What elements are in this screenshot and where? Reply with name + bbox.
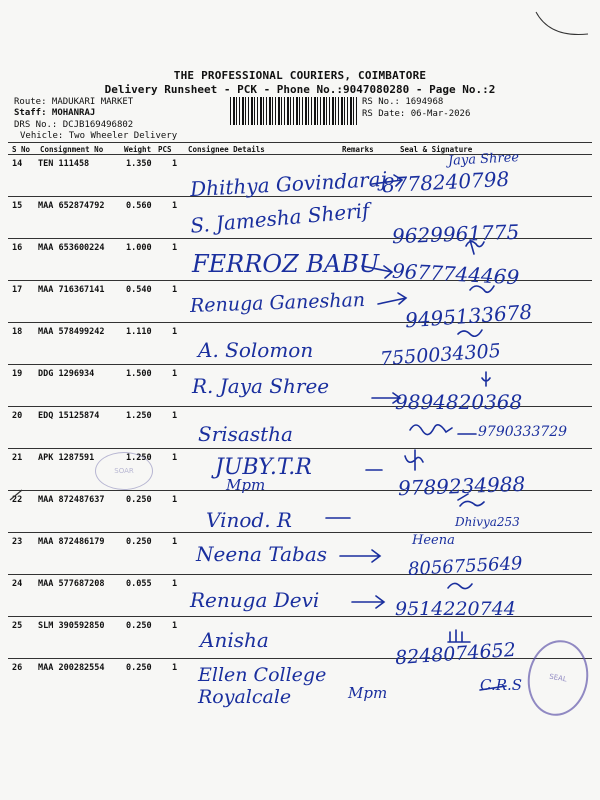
col-seal-signature: Seal & Signature [400, 145, 473, 154]
row-pcs: 1 [172, 369, 178, 379]
runsheet-subtitle: Delivery Runsheet - PCK - Phone No.:9047080280 - Page No.:2 [104, 83, 496, 96]
row-weight: 0.540 [126, 285, 152, 295]
signature-scribble [458, 330, 482, 336]
consignee-handwriting: A. Solomon [198, 338, 314, 362]
consignee-handwriting: S. Jamesha Sherif [189, 198, 371, 238]
arrow-icon [378, 293, 406, 304]
consignee-handwriting: Neena Tabas [196, 542, 328, 566]
consignee-handwriting: R. Jaya Shree [192, 374, 330, 398]
consignee-handwriting: Dhithya Govindaraj [189, 166, 388, 202]
row-sno: 17 [12, 285, 23, 295]
phone-handwriting: 9495133678 [404, 299, 533, 333]
row-consignment: EDQ 15125874 [38, 411, 100, 421]
row-weight: 0.250 [126, 537, 152, 547]
row-weight: 1.500 [126, 369, 152, 379]
arrow-icon [362, 266, 392, 278]
row-weight: 1.000 [126, 243, 152, 253]
consignee-handwriting: Anisha [200, 628, 269, 652]
handwritten-note: Mpm [348, 684, 388, 702]
row-consignment: MAA 653600224 [38, 243, 105, 253]
row-consignment: MAA 200282554 [38, 663, 105, 673]
row-sno: 26 [12, 663, 23, 673]
signature-scribble [410, 425, 452, 435]
row-sno: 16 [12, 243, 23, 253]
pen-stroke-corner [536, 12, 588, 35]
signature-scribble [448, 630, 470, 642]
signature-scribble [466, 240, 484, 254]
col-remarks: Remarks [342, 145, 374, 154]
row-pcs: 1 [172, 201, 178, 211]
consignee-handwriting: Srisastha [198, 422, 293, 446]
consignee-handwriting: FERROZ BABU [192, 250, 380, 278]
pen-tick-mark [10, 490, 22, 500]
row-weight: 0.250 [126, 663, 152, 673]
col-weight: Weight [124, 145, 152, 154]
signature-scribble [482, 372, 490, 386]
arrow-icon [372, 393, 400, 403]
arrow-icon [340, 550, 380, 562]
delivery-seal-stamp: SEAL [522, 635, 594, 720]
row-weight: 0.250 [126, 495, 152, 505]
consignee-handwriting: Ellen College Royalcale [198, 664, 327, 708]
row-sno: 14 [12, 159, 23, 169]
row-pcs: 1 [172, 285, 178, 295]
row-weight: 1.250 [126, 453, 152, 463]
consignee-handwriting: Vinod. R [206, 508, 292, 532]
row-pcs: 1 [172, 621, 178, 631]
arrow-icon [372, 175, 402, 186]
signature-scribble [470, 286, 494, 292]
col-consignee: Consignee Details [188, 145, 265, 154]
signature-underline [480, 686, 506, 690]
row-sno: 21 [12, 453, 23, 463]
signature-handwriting: C.R.S [480, 676, 523, 694]
row-consignment: MAA 578499242 [38, 327, 105, 337]
row-pcs: 1 [172, 243, 178, 253]
page-title: THE PROFESSIONAL COURIERS, COIMBATORE [173, 69, 427, 82]
col-sno: S No [12, 145, 31, 154]
row-sno: 24 [12, 579, 23, 589]
phone-handwriting: 8778240798 [381, 166, 510, 198]
row-sno: 18 [12, 327, 23, 337]
row-weight: 1.350 [126, 159, 152, 169]
signature-handwriting: Dhivya253 [455, 515, 520, 529]
rs-date: RS Date: 06-Mar-2026 [362, 109, 471, 119]
row-weight: 1.250 [126, 411, 152, 421]
drs-number: DRS No.: DCJB169496802 [14, 120, 134, 130]
phone-handwriting: 8056755649 [407, 553, 524, 580]
row-pcs: 1 [172, 537, 178, 547]
row-consignment: APK 1287591 [38, 453, 95, 463]
phone-handwriting: 7550034305 [379, 339, 502, 371]
col-consignment: Consignment No [40, 145, 104, 154]
row-pcs: 1 [172, 663, 178, 673]
route-label: Route: MADUKARI MARKET [14, 97, 134, 107]
row-consignment: MAA 577687208 [38, 579, 105, 589]
row-consignment: MAA 716367141 [38, 285, 105, 295]
row-weight: 1.110 [126, 327, 152, 337]
phone-handwriting: 9789234988 [397, 471, 526, 501]
col-pcs: PCS [158, 145, 172, 154]
consignee-handwriting: JUBY.T.R [215, 455, 312, 480]
row-consignment: MAA 872487637 [38, 495, 105, 505]
row-pcs: 1 [172, 327, 178, 337]
row-consignment: TEN 111458 [38, 159, 90, 169]
consignee-handwriting: Renuga Ganeshan [189, 288, 366, 318]
phone-handwriting: 9790333729 [478, 424, 568, 440]
row-sno: 19 [12, 369, 23, 379]
phone-handwriting: 9514220744 [395, 598, 516, 620]
staff-label: Staff: MOHANRAJ [14, 108, 96, 118]
row-pcs: 1 [172, 453, 178, 463]
row-sno: 23 [12, 537, 23, 547]
phone-handwriting: 9629961775 [391, 219, 520, 249]
row-pcs: 1 [172, 495, 178, 505]
phone-handwriting: 9894820368 [395, 390, 523, 414]
row-pcs: 1 [172, 159, 178, 169]
vehicle-label: Vehicle: Two Wheeler Delivery [20, 131, 178, 141]
row-sno: 22 [12, 495, 23, 505]
row-pcs: 1 [172, 579, 178, 589]
row-sno: 25 [12, 621, 23, 631]
row-consignment: DDG 1296934 [38, 369, 95, 379]
signature-handwriting: Heena [412, 533, 455, 548]
row-consignment: MAA 652874792 [38, 201, 105, 211]
row-consignment: MAA 872486179 [38, 537, 105, 547]
row-weight: 0.055 [126, 579, 152, 589]
row-consignment: SLM 390592850 [38, 621, 105, 631]
signature-scribble [458, 494, 484, 506]
phone-handwriting: 9677744469 [391, 258, 520, 290]
row-pcs: 1 [172, 411, 178, 421]
handwritten-note: Mpm [226, 476, 266, 494]
rs-number: RS No.: 1694968 [362, 97, 444, 107]
phone-handwriting: 8248074652 [394, 638, 517, 670]
row-sno: 20 [12, 411, 23, 421]
consignee-handwriting: Renuga Devi [190, 588, 320, 612]
row-sno: 15 [12, 201, 23, 211]
signature-scribble [405, 450, 423, 470]
signature-scribble [448, 583, 472, 588]
arrow-icon [352, 596, 384, 608]
row-weight: 0.560 [126, 201, 152, 211]
signature-handwriting: Jaya Shree [447, 150, 520, 169]
rubber-stamp-faint: SOAR [95, 452, 153, 490]
row-weight: 0.250 [126, 621, 152, 631]
